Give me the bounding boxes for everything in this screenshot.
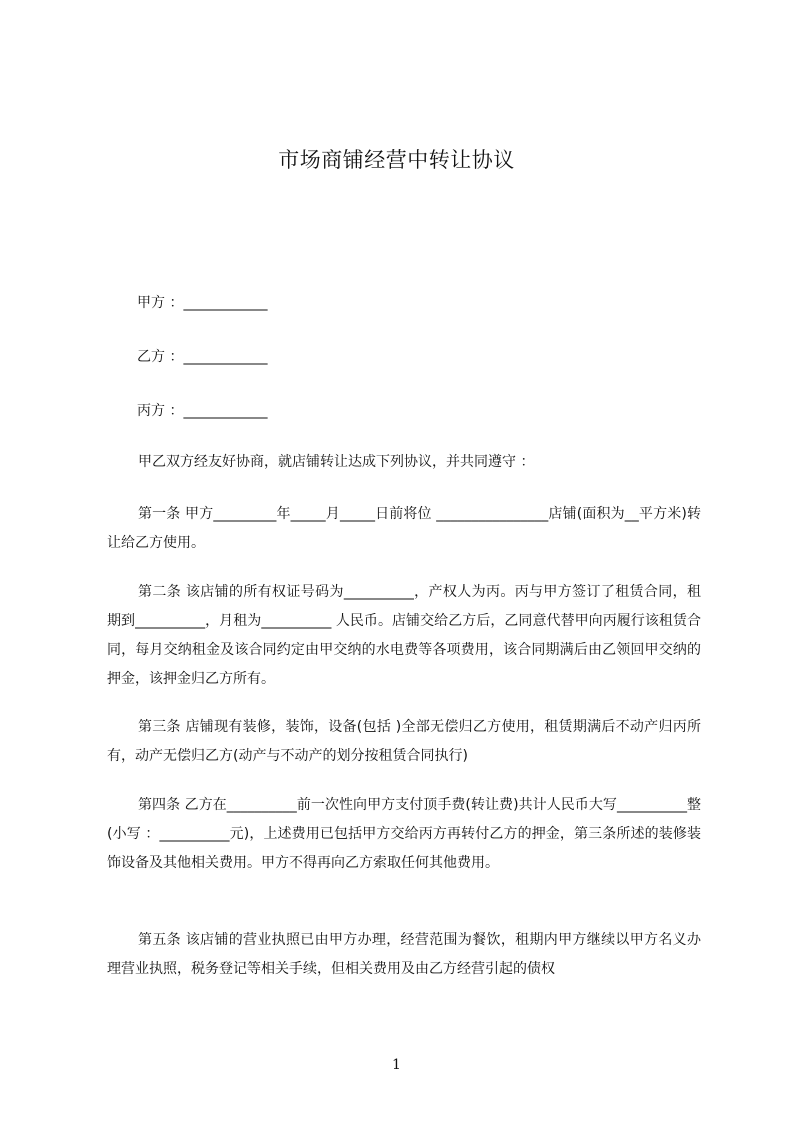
intro-paragraph: 甲乙双方经友好协商，就店铺转让达成下列协议，并共同遵守 ：	[138, 454, 535, 470]
party-b-line: 乙方 ：____________	[137, 349, 268, 365]
party-c-line: 丙方 ：____________	[137, 403, 268, 419]
article-5: 第五条 该店铺的营业执照已由甲方办理，经营范围为餐饮，租期内甲方继续以甲方名义办理营业执照，税务登记等相关手续，但相关费用及由乙方经营引起的债权	[107, 932, 701, 977]
page-number: 1	[392, 1057, 401, 1073]
article-4: 第四条 乙方在__________前一次性向甲方支付顶手费(转让费)共计人民币大写__________整(小写 ：__________元)，上述费用已包括甲方交给丙方再转付乙方的押金，第三条所述的装修装饰设备及其他相关费用。甲方不得再向乙方索取任何其他费用。	[107, 797, 701, 871]
document-title: 市场商铺经营中转让协议	[278, 148, 515, 172]
article-3: 第三条 店铺现有装修，装饰，设备(包括 )全部无偿归乙方使用，租赁期满后不动产归丙所有，动产无偿归乙方(动产与不动产的划分按租赁合同执行)	[107, 719, 701, 764]
party-a-line: 甲方 ：____________	[137, 295, 268, 311]
article-1: 第一条 甲方_________年_____月_____日前将位 ________________店铺(面积为__平方米)转让给乙方使用。	[107, 506, 701, 551]
article-2: 第二条 该店铺的所有权证号码为__________，产权人为丙。丙与甲方签订了租赁合同，租期到__________，月租为__________ 人民币。店铺交给乙方后，乙同意代替甲向丙履行该租赁合同，每月交纳租金及该合同约定由甲交纳的水电费等各项费用，该合同期满后由乙领回甲交纳的押金，该押金归乙方所有。	[107, 584, 701, 687]
